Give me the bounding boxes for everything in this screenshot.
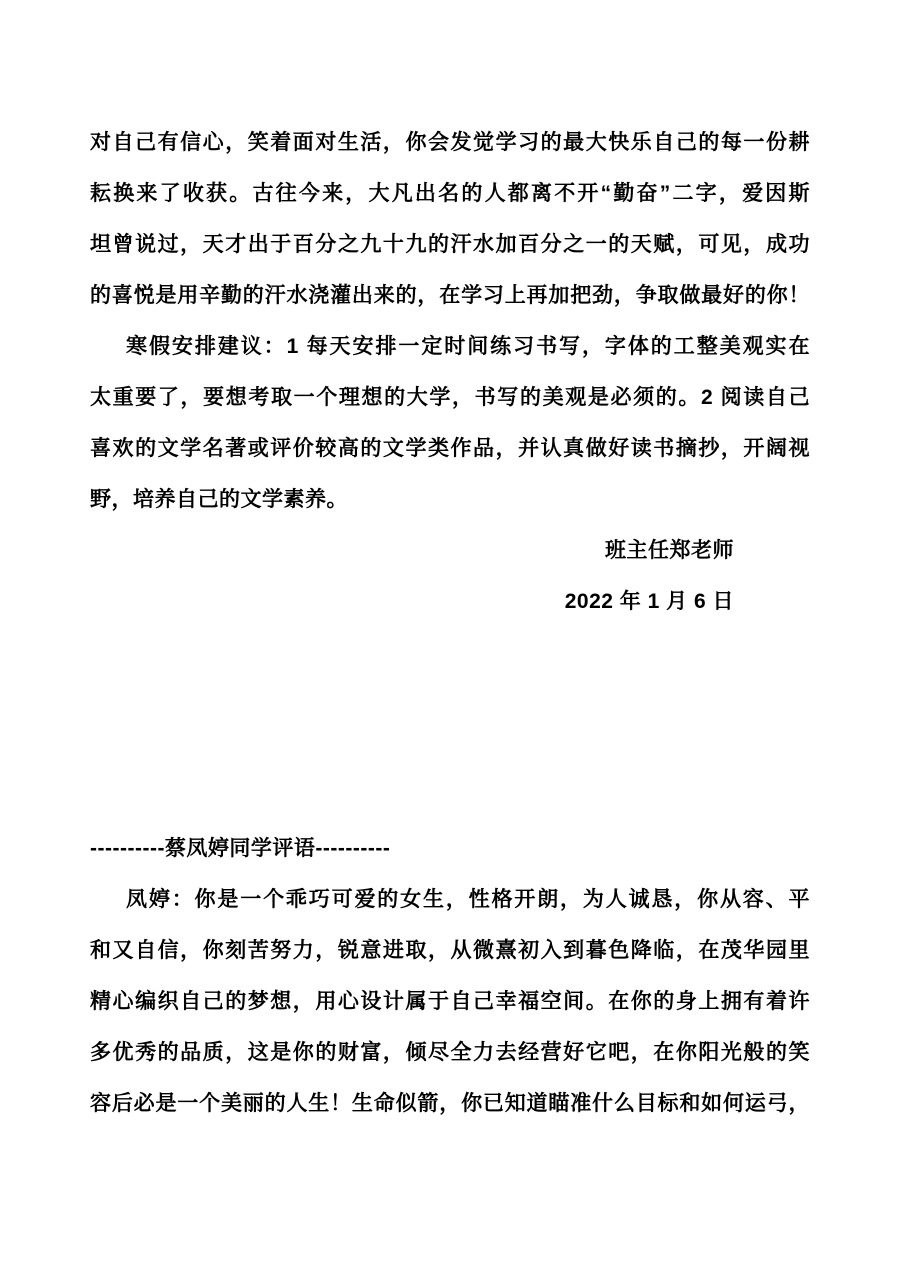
- letter-paragraph2-line: 寒假安排建议：1 每天安排一定时间练习书写，字体的工整美观实在: [126, 335, 810, 358]
- letter-paragraph1-line: 对自己有信心，笑着面对生活，你会发觉学习的最大快乐自己的每一份耕: [90, 131, 810, 154]
- letter-paragraph1-line: 耘换来了收获。古往今来，大凡出名的人都离不开“勤奋”二字，爱因斯: [90, 182, 810, 205]
- comment-paragraph-line: 容后必是一个美丽的人生！生命似箭，你已知道瞄准什么目标和如何运弓，: [90, 1092, 810, 1115]
- comment-paragraph-line: 和又自信，你刻苦努力，锐意进取，从微熹初入到暮色降临，在茂华园里: [90, 939, 810, 962]
- letter-paragraph2-line: 野，培养自己的文学素养。: [90, 488, 348, 511]
- comment-section-header: ----------蔡凤婷同学评语----------: [90, 837, 391, 860]
- comment-paragraph-line: 凤婷：你是一个乖巧可爱的女生，性格开朗，为人诚恳，你从容、平: [126, 888, 810, 911]
- letter-paragraph1-line: 的喜悦是用辛勤的汗水浇灌出来的，在学习上再加把劲，争取做最好的你！: [90, 284, 810, 307]
- letter-paragraph2-line: 喜欢的文学名著或评价较高的文学类作品，并认真做好读书摘抄，开阔视: [90, 437, 810, 460]
- letter-signature: 班主任郑老师: [605, 539, 734, 562]
- letter-date: 2022 年 1 月 6 日: [564, 590, 734, 613]
- letter-paragraph2-line: 太重要了，要想考取一个理想的大学，书写的美观是必须的。2 阅读自己: [90, 386, 810, 409]
- comment-paragraph-line: 多优秀的品质，这是你的财富，倾尽全力去经营好它吧，在你阳光般的笑: [90, 1041, 810, 1064]
- letter-paragraph1-line: 坦曾说过，天才出于百分之九十九的汗水加百分之一的天赋，可见，成功: [90, 233, 810, 256]
- section-gap: [90, 627, 810, 823]
- comment-paragraph-line: 精心编织自己的梦想，用心设计属于自己幸福空间。在你的身上拥有着许: [90, 990, 810, 1013]
